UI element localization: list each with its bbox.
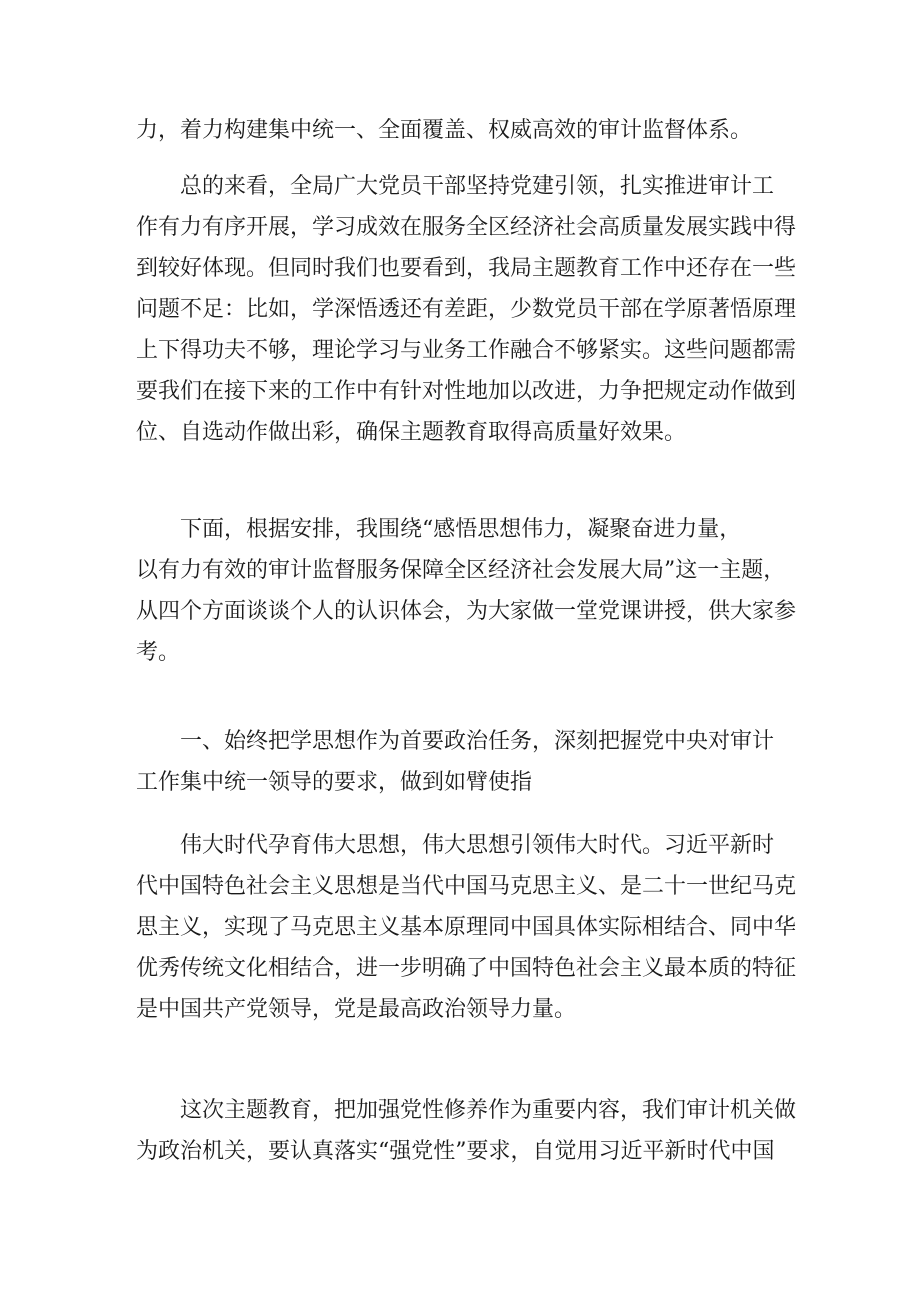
- text-line: 下面，根据安排，我围绕“感悟思想伟力，凝聚奋进力量，: [180, 517, 742, 542]
- text-line: 一、始终把学思想作为首要政治任务，深刻把握党中央对审计: [180, 729, 775, 754]
- text-line: 这次主题教育，把加强党性修养作为重要内容，我们审计机关做: [180, 1098, 797, 1123]
- text-line: 优秀传统文化相结合，进一步明确了中国特色社会主义最本质的特征: [136, 956, 797, 981]
- text-line: 问题不足：比如，学深悟透还有差距，少数党员干部在学原著悟原理: [136, 297, 797, 322]
- text-line: 是中国共产党领导，党是最高政治领导力量。: [136, 997, 577, 1022]
- paragraph-5: [136, 825, 797, 1030]
- paragraph-6: [136, 1090, 797, 1172]
- text-line: 力，着力构建集中统一、全面覆盖、权威高效的审计监督体系。: [136, 118, 753, 143]
- text-line: 工作集中统一领导的要求，做到如臂使指: [136, 770, 533, 795]
- text-line: 作有力有序开展，学习成效在服务全区经济社会高质量发展实践中得: [136, 215, 797, 240]
- text-line: 到较好体现。但同时我们也要看到，我局主题教育工作中还存在一些: [136, 256, 797, 281]
- text-line: 思主义，实现了马克思主义基本原理同中国具体实际相结合、同中华: [136, 915, 797, 940]
- paragraph-1: [136, 110, 780, 151]
- paragraph-3: [136, 509, 797, 673]
- text-line: 总的来看，全局广大党员干部坚持党建引领，扎实推进审计工: [180, 174, 775, 199]
- text-line: 位、自选动作做出彩，确保主题教育取得高质量好效果。: [136, 420, 687, 445]
- text-line: 代中国特色社会主义思想是当代中国马克思主义、是二十一世纪马克: [136, 874, 797, 899]
- text-line: 以有力有效的审计监督服务保障全区经济社会发展大局”这一主题，: [136, 558, 786, 583]
- text-line: 要我们在接下来的工作中有针对性地加以改进，力争把规定动作做到: [136, 379, 797, 404]
- text-line: 从四个方面谈谈个人的认识体会，为大家做一堂党课讲授，供大家参: [136, 599, 797, 624]
- paragraph-2: [136, 166, 797, 453]
- paragraph-4: [136, 721, 780, 803]
- text-line: 考。: [136, 640, 181, 665]
- text-line: 上下得功夫不够，理论学习与业务工作融合不够紧实。这些问题都需: [136, 338, 797, 363]
- text-line: 伟大时代孕育伟大思想，伟大思想引领伟大时代。习近平新时: [180, 833, 775, 858]
- text-line: 为政治机关，要认真落实“强党性”要求，自觉用习近平新时代中国: [136, 1139, 775, 1164]
